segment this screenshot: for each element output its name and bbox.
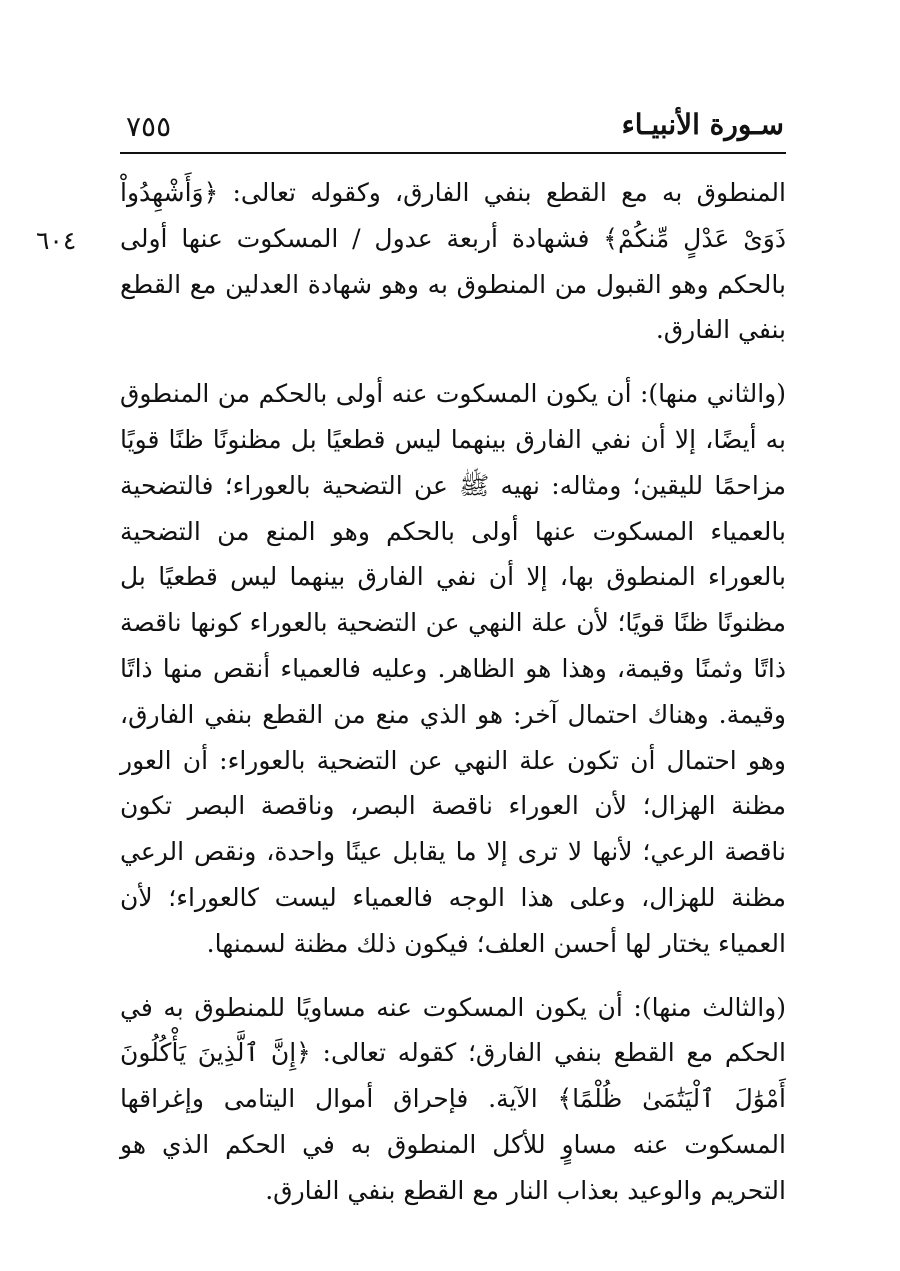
surah-title: سـورة الأنبيـاء xyxy=(621,108,784,141)
paragraph: (والثالث منها): أن يكون المسكوت عنه مساويًا للمنطوق به في الحكم مع القطع بنفي الفارق؛ كقوله تعالى: ﴿إِنَّ ٱلَّذِينَ يَأْكُلُونَ أَمْوَٰلَ ٱلْيَتَٰمَىٰ ظُلْمًا﴾ الآية. فإحراق أموال اليتامى وإغراقها المسكوت عنه مساوٍ للأكل المنطوق به في الحكم الذي هو التحريم والوعيد بعذاب النار مع القطع بنفي الفارق. xyxy=(120,992,786,1205)
paragraph: (والثاني منها): أن يكون المسكوت عنه أولى بالحكم من المنطوق به أيضًا، إلا أن نفي الفارق بينهما ليس قطعيًا بل مظنونًا ظنًا قويًا مزاحمًا لليقين؛ ومثاله: نهيه ﷺ عن التضحية بالعوراء؛ فالتضحية بالعمياء المسكوت عنها أولى بالحكم وهو المنع من التضحية بالعوراء المنطوق بها، إلا أن نفي الفارق بينهما ليس قطعيًا بل مظنونًا ظنًا قويًا؛ لأن علة النهي عن التضحية بالعوراء كونها ناقصة ذاتًا وثمنًا وقيمة، وهذا هو الظاهر. وعليه فالعمياء أنقص منها ذاتًا وقيمة. وهناك احتمال آخر: هو الذي منع من القطع بنفي الفارق، وهو احتمال أن تكون علة النهي عن التضحية بالعوراء: أن العور مظنة الهزال؛ لأن العوراء ناقصة البصر، وناقصة البصر تكون ناقصة الرعي؛ لأنها لا ترى إلا ما يقابل عينًا واحدة، ونقص الرعي مظنة للهزال، وعلى هذا الوجه فالعمياء ليست كالعوراء؛ لأن العمياء يختار لها أحسن العلف؛ فيكون ذلك مظنة لسمنها. xyxy=(120,379,786,958)
margin-page-reference: ٦٠٤ xyxy=(36,226,77,255)
body-text xyxy=(120,170,786,1214)
page-header xyxy=(120,108,784,152)
page-number: ٧٥٥ xyxy=(126,110,172,143)
header-rule xyxy=(120,152,786,154)
paragraph: المنطوق به مع القطع بنفي الفارق، وكقوله تعالى: ﴿وَأَشْهِدُواْ ذَوَىْ عَدْلٍ مِّنكُمْ﴾ فشهادة أربعة عدول / المسكوت عنها أولى بالحكم وهو القبول من المنطوق به وهو شهادة العدلين مع القطع بنفي الفارق. xyxy=(120,178,786,345)
